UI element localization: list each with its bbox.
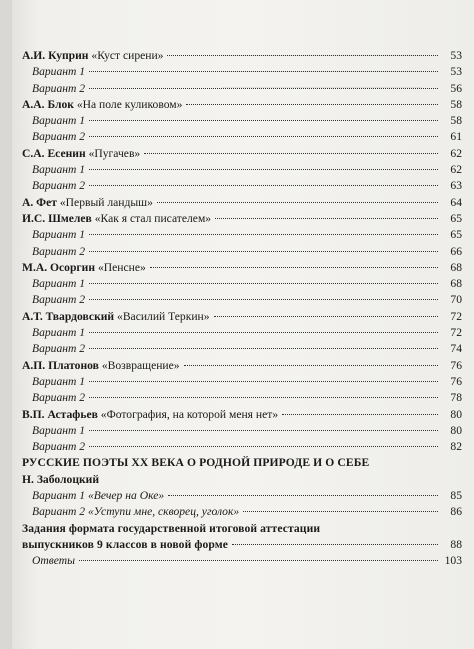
dot-leader	[89, 134, 438, 137]
dot-leader	[89, 395, 438, 398]
entry-title: «Возвращение»	[101, 358, 180, 372]
dot-leader	[89, 330, 438, 333]
toc-entry	[22, 325, 462, 341]
toc-entry	[22, 276, 462, 292]
dot-leader	[89, 69, 438, 72]
page-number: 80	[450, 423, 462, 437]
toc-entry	[22, 260, 462, 276]
dot-leader	[89, 118, 438, 121]
entry-title: «Пугачев»	[88, 146, 141, 160]
toc-entry	[22, 146, 462, 162]
entry-variant: Вариант 2	[32, 130, 86, 144]
page-number: 72	[450, 326, 462, 340]
toc-entry	[22, 48, 462, 64]
entry-variant: Вариант 1	[32, 489, 86, 503]
toc-entry	[22, 521, 462, 537]
entry-title: «Первый ландыш»	[59, 195, 153, 209]
page-number: 88	[450, 537, 462, 551]
entry-title: «На поле куликовом»	[76, 97, 183, 111]
dot-leader	[282, 412, 438, 415]
toc-entry	[22, 113, 462, 129]
toc-entry	[22, 472, 462, 488]
dot-leader	[232, 542, 438, 545]
dot-leader	[215, 216, 438, 219]
page-number: 82	[450, 440, 462, 454]
page-number: 64	[450, 195, 462, 209]
page-number: 68	[450, 260, 462, 274]
toc-entry	[22, 488, 462, 504]
entry-author: А.А. Блок	[22, 97, 74, 111]
page-number: 76	[450, 374, 462, 388]
entry-title: «Пенсне»	[97, 260, 146, 274]
dot-leader	[373, 461, 438, 463]
dot-leader	[89, 428, 438, 431]
toc-entry	[22, 211, 462, 227]
entry-variant: Вариант 1	[32, 277, 86, 291]
page-number: 62	[450, 163, 462, 177]
dot-leader	[150, 265, 438, 268]
toc-entry	[22, 81, 462, 97]
dot-leader	[89, 183, 438, 186]
entry-variant: Вариант 2	[32, 342, 86, 356]
toc-entry	[22, 129, 462, 145]
dot-leader	[243, 509, 438, 512]
page-number: 68	[450, 277, 462, 291]
toc-entry	[22, 227, 462, 243]
entry-title: «Василий Теркин»	[117, 309, 210, 323]
toc-entry	[22, 423, 462, 439]
toc-entry	[22, 358, 462, 374]
toc-entry	[22, 64, 462, 80]
toc-entry	[22, 439, 462, 455]
dot-leader	[167, 53, 438, 56]
dot-leader	[184, 363, 438, 366]
page-number: 61	[450, 130, 462, 144]
page-number: 58	[450, 97, 462, 111]
toc-entry	[22, 504, 462, 520]
toc-entry	[22, 341, 462, 357]
entry-variant: Вариант 2	[32, 440, 86, 454]
dot-leader	[89, 167, 438, 170]
toc-entry	[22, 455, 462, 471]
toc-entry	[22, 407, 462, 423]
entry-title: «Вечер на Оке»	[88, 489, 165, 503]
dot-leader	[186, 102, 438, 105]
toc-entry	[22, 195, 462, 211]
page-number: 56	[450, 81, 462, 95]
entry-author: А. Фет	[22, 195, 57, 209]
page-number: 103	[444, 554, 462, 568]
entry-title: «Фотография, на которой меня нет»	[100, 407, 279, 421]
toc-entry	[22, 390, 462, 406]
entry-author: А.И. Куприн	[22, 49, 89, 62]
toc-entry	[22, 244, 462, 260]
entry-variant: Вариант 2	[32, 293, 86, 307]
toc-entry	[22, 309, 462, 325]
dot-leader	[89, 379, 438, 382]
toc-entry	[22, 162, 462, 178]
entry-variant: Вариант 1	[32, 423, 86, 437]
entry-variant: Вариант 2	[32, 391, 86, 405]
entry-variant: Вариант 2	[32, 244, 86, 258]
section-heading: РУССКИЕ ПОЭТЫ XX ВЕКА О РОДНОЙ ПРИРОДЕ И О СЕБЕ	[22, 456, 370, 470]
page-number: 76	[450, 358, 462, 372]
toc-entry	[22, 537, 462, 553]
entry-author: М.А. Осоргин	[22, 260, 96, 274]
entry-author: С.А. Есенин	[22, 146, 86, 160]
dot-leader	[89, 86, 438, 89]
page-number: 72	[450, 309, 462, 323]
page-number: 74	[450, 342, 462, 356]
entry-variant: Вариант 2	[32, 81, 86, 95]
dot-leader	[89, 444, 438, 447]
entry-title: «Куст сирени»	[91, 49, 164, 62]
section-heading: выпускников 9 классов в новой форме	[22, 537, 228, 551]
toc-entry	[22, 178, 462, 194]
entry-variant: Вариант 1	[32, 228, 86, 242]
dot-leader	[168, 493, 438, 496]
dot-leader	[324, 527, 438, 529]
dot-leader	[79, 558, 438, 561]
dot-leader	[144, 151, 438, 154]
page-number: 66	[450, 244, 462, 258]
page-number: 80	[450, 407, 462, 421]
dot-leader	[89, 232, 438, 235]
entry-title: «Как я стал писателем»	[94, 211, 212, 225]
section-heading: Задания формата государственной итоговой аттестации	[22, 521, 321, 535]
page-number: 53	[450, 49, 462, 62]
page-number: 78	[450, 391, 462, 405]
entry-variant: Вариант 1	[32, 163, 86, 177]
page-number: 63	[450, 179, 462, 193]
dot-leader	[89, 346, 438, 349]
entry-author: И.С. Шмелев	[22, 211, 92, 225]
entry-author: А.П. Платонов	[22, 358, 99, 372]
dot-leader	[89, 249, 438, 252]
entry-variant: Вариант 2	[32, 505, 86, 519]
entry-variant: Вариант 1	[32, 374, 86, 388]
entry-author: А.Т. Твардовский	[22, 309, 115, 323]
entry-author: Н. Заболоцкий	[22, 472, 100, 486]
entry-title: «Уступи мне, скворец, уголок»	[88, 505, 240, 519]
page-number: 58	[450, 114, 462, 128]
page-number: 62	[450, 146, 462, 160]
page-number: 53	[450, 65, 462, 79]
entry-variant: Вариант 1	[32, 326, 86, 340]
toc-entry	[22, 553, 462, 569]
entry-author: В.П. Астафьев	[22, 407, 98, 421]
entry-answers: Ответы	[32, 554, 75, 568]
page-number: 86	[450, 505, 462, 519]
entry-variant: Вариант 2	[32, 179, 86, 193]
page-number: 65	[450, 228, 462, 242]
dot-leader	[214, 314, 438, 317]
toc-entry	[22, 292, 462, 308]
dot-leader	[89, 281, 438, 284]
dot-leader	[89, 297, 438, 300]
dot-leader	[157, 200, 438, 203]
toc-entry	[22, 374, 462, 390]
dot-leader	[103, 478, 438, 480]
table-of-contents	[22, 48, 462, 570]
entry-variant: Вариант 1	[32, 114, 86, 128]
toc-entry	[22, 97, 462, 113]
page-number: 65	[450, 211, 462, 225]
page-number: 70	[450, 293, 462, 307]
page-number: 85	[450, 489, 462, 503]
entry-variant: Вариант 1	[32, 65, 86, 79]
